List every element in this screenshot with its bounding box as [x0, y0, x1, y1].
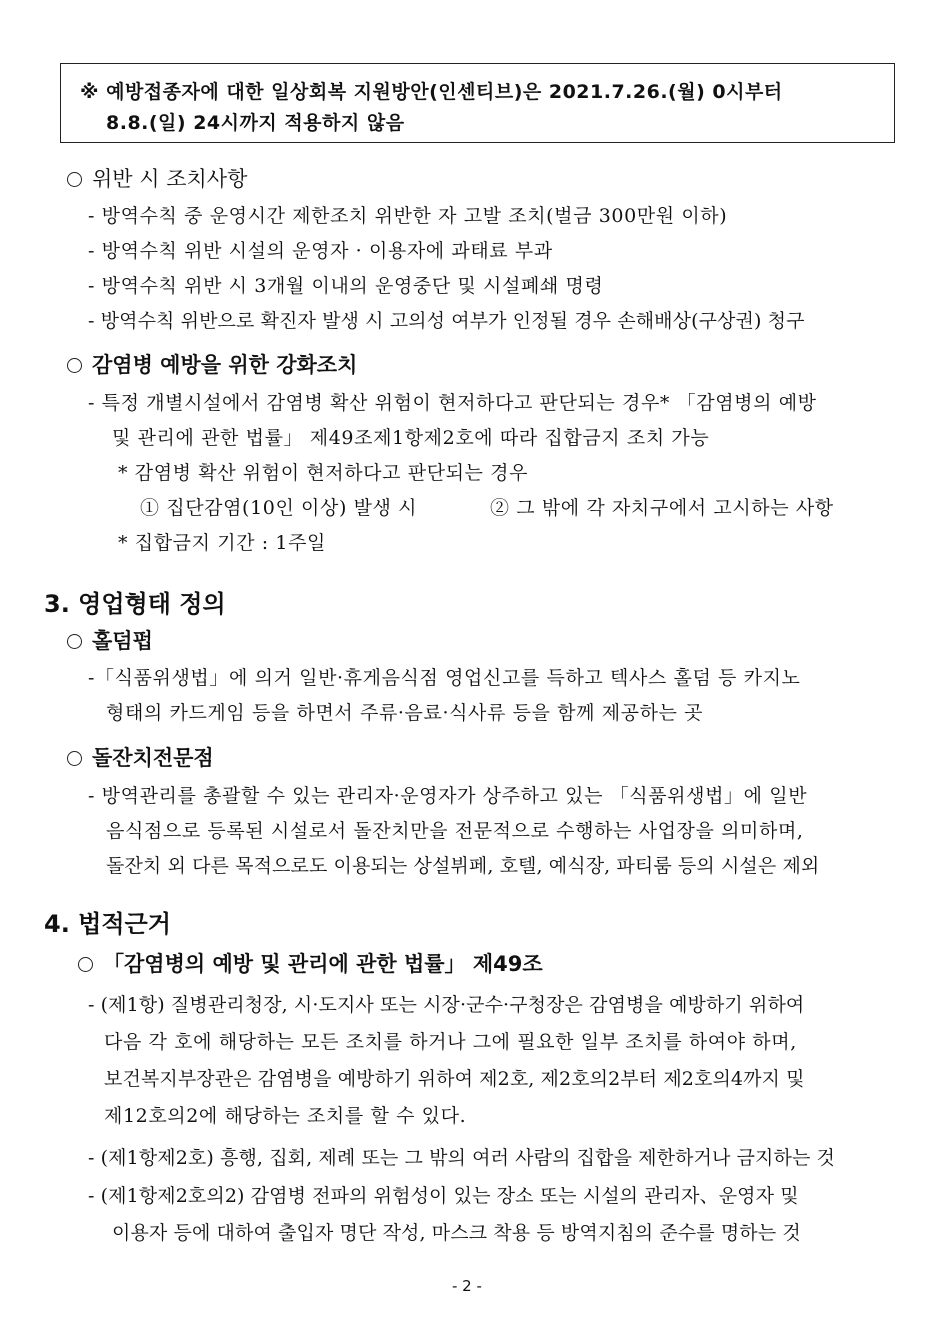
law-para-1-line-1: - (제1항) 질병관리청장, 시·도지사 또는 시장·군수·구청장은 감염병을 예방하기 위하여	[88, 994, 805, 1016]
holdem-line-2: 형태의 카드게임 등을 하면서 주류·음료·식사류 등을 함께 제공하는 곳	[106, 702, 704, 724]
holdem-heading	[67, 625, 153, 655]
violation-heading	[67, 163, 247, 193]
circle-bullet-icon	[67, 634, 82, 649]
page-number: - 2 -	[452, 1277, 482, 1295]
feast-line-1: - 방역관리를 총괄할 수 있는 관리자·운영자가 상주하고 있는 「식품위생법」에 일반	[88, 785, 808, 807]
law-para-2: - (제1항제2호) 흥행, 집회, 제례 또는 그 밖의 여러 사람의 집합을 제한하거나 금지하는 것	[88, 1147, 835, 1169]
strengthen-heading	[67, 349, 357, 379]
law-para-1-line-3: 보건복지부장관은 감염병을 예방하기 위하여 제2호, 제2호의2부터 제2호의4까지 및	[104, 1068, 805, 1090]
violation-item-4: - 방역수칙 위반으로 확진자 발생 시 고의성 여부가 인정될 경우 손해배상(구상권) 청구	[88, 310, 805, 332]
strengthen-note-1: * 감염병 확산 위험이 현저하다고 판단되는 경우	[118, 462, 529, 484]
holdem-heading-text: 홀덤펍	[92, 629, 153, 653]
law-para-1-line-4: 제12호의2에 해당하는 조치를 할 수 있다.	[104, 1105, 467, 1127]
circle-bullet-icon	[67, 172, 82, 187]
strengthen-line-1: - 특정 개별시설에서 감염병 확산 위험이 현저하다고 판단되는 경우* 「감염병의 예방	[88, 392, 817, 414]
feast-line-2: 음식점으로 등록된 시설로서 돌잔치만을 전문적으로 수행하는 사업장을 의미하며,	[106, 820, 804, 842]
law-heading-text: 「감염병의 예방 및 관리에 관한 법률」 제49조	[103, 952, 543, 976]
strengthen-condition-2: ② 그 밖에 각 자치구에서 고시하는 사항	[490, 497, 834, 519]
violation-heading-text: 위반 시 조치사항	[92, 167, 248, 191]
feast-heading-text: 돌잔치전문점	[92, 746, 214, 770]
law-para-1-line-2: 다음 각 호에 해당하는 모든 조치를 하거나 그에 필요한 일부 조치를 하여야 하며,	[104, 1031, 797, 1053]
violation-item-2: - 방역수칙 위반 시설의 운영자 · 이용자에 과태료 부과	[88, 240, 553, 262]
notice-line-1: ※ 예방접종자에 대한 일상회복 지원방안(인센티브)은 2021.7.26.(월) 0시부터	[80, 81, 783, 103]
strengthen-note-2: * 집합금지 기간 : 1주일	[118, 532, 326, 554]
section-3-title: 3. 영업형태 정의	[44, 590, 226, 618]
strengthen-heading-text: 감염병 예방을 위한 강화조치	[92, 353, 358, 377]
law-heading	[78, 948, 543, 978]
feast-line-3: 돌잔치 외 다른 목적으로도 이용되는 상설뷔페, 호텔, 예식장, 파티룸 등의 시설은 제외	[106, 855, 820, 877]
law-para-3-line-2: 이용자 등에 대하여 출입자 명단 작성, 마스크 착용 등 방역지침의 준수를 명하는 것	[112, 1222, 801, 1244]
violation-item-3: - 방역수칙 위반 시 3개월 이내의 운영중단 및 시설폐쇄 명령	[88, 275, 604, 297]
circle-bullet-icon	[67, 358, 82, 373]
violation-item-1: - 방역수칙 중 운영시간 제한조치 위반한 자 고발 조치(벌금 300만원 이하)	[88, 205, 728, 227]
strengthen-line-2: 및 관리에 관한 법률」 제49조제1항제2호에 따라 집합금지 조치 가능	[112, 427, 710, 449]
feast-heading	[67, 742, 214, 772]
section-4-title: 4. 법적근거	[44, 910, 171, 938]
notice-line-2: 8.8.(일) 24시까지 적용하지 않음	[106, 112, 405, 134]
law-para-3-line-1: - (제1항제2호의2) 감염병 전파의 위험성이 있는 장소 또는 시설의 관리자、운영자 및	[88, 1185, 799, 1207]
holdem-line-1: -「식품위생법」에 의거 일반·휴게음식점 영업신고를 득하고 텍사스 홀덤 등 카지노	[88, 667, 801, 689]
strengthen-condition-1: ① 집단감염(10인 이상) 발생 시	[140, 497, 418, 519]
circle-bullet-icon	[67, 751, 82, 766]
circle-bullet-icon	[78, 957, 93, 972]
